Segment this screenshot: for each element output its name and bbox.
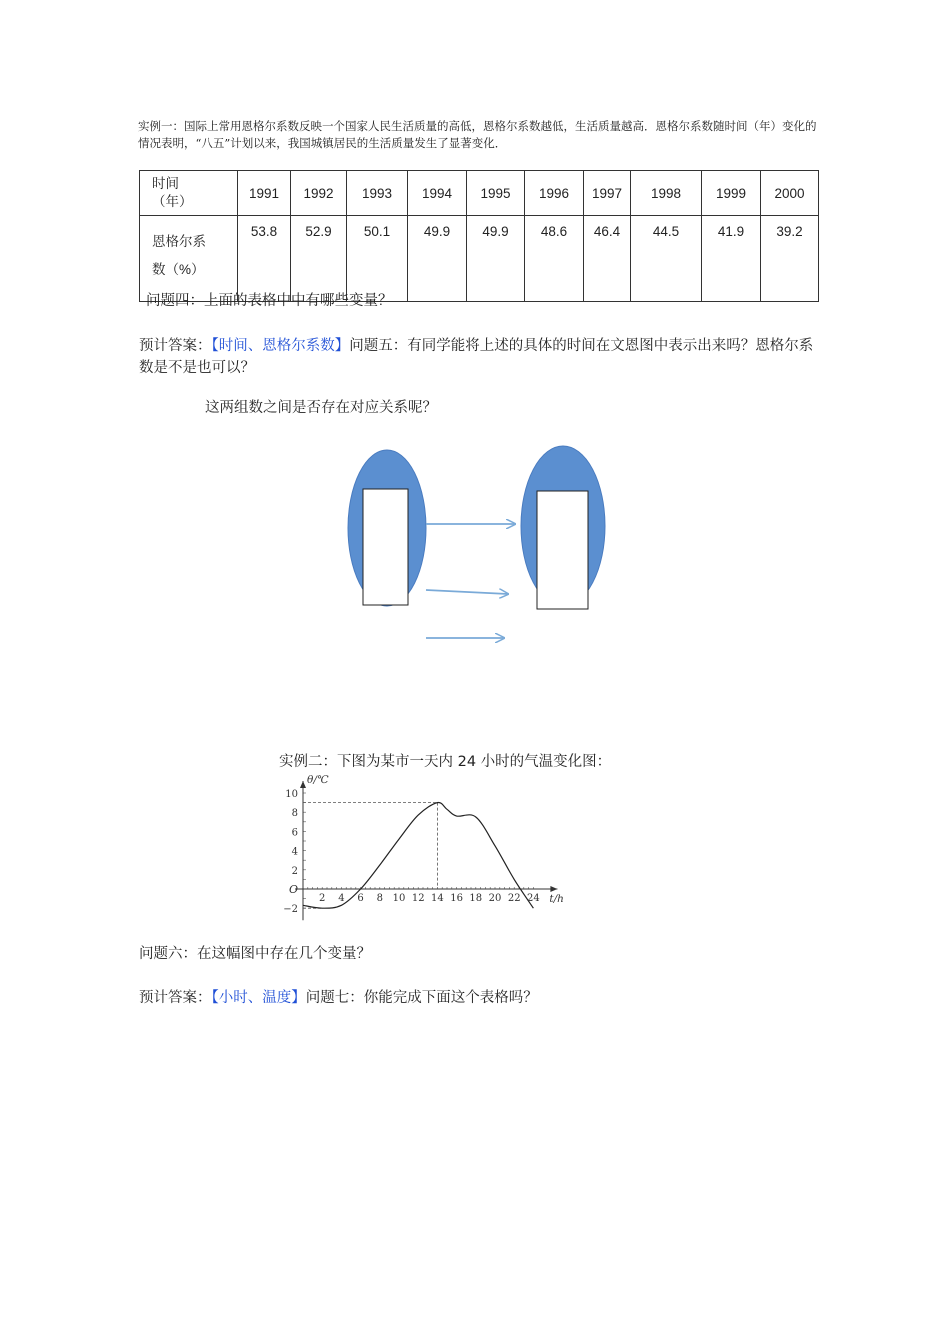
y-axis-arrow [300,781,306,788]
x-tick-label: 20 [488,893,502,904]
venn-arrow-2 [426,590,508,594]
question-six: 问题六：在这幅图中存在几个变量？ [139,946,371,962]
origin-label: O [288,883,298,896]
x-tick-label: 8 [376,893,383,904]
venn-diagram [340,440,620,655]
engel-table [139,170,819,302]
table-cell: 1992 [291,171,347,216]
relation-question: 这两组数之间是否存在对应关系呢？ [205,400,437,416]
y-axis-label: θ/℃ [307,774,329,786]
year-header-line1: 时间 [152,176,179,191]
question-seven: 问题七：你能完成下面这个表格吗？ [305,990,538,1006]
table-cell: 53.8 [238,216,291,302]
answer-two-paragraph [139,987,824,1009]
table-cell: 49.9 [408,216,467,302]
table-row-values [140,216,819,302]
question-four: 问题四：上面的表格中中有哪些变量？ [146,293,393,309]
table-cell: 50.1 [347,216,408,302]
table-cell: 39.2 [761,216,819,302]
table-cell: 1996 [525,171,584,216]
x-tick-label: 14 [431,893,444,904]
table-cell: 41.9 [702,216,761,302]
table-cell: 48.6 [525,216,584,302]
year-header-line2: （年） [152,194,193,209]
table-cell: 44.5 [631,216,702,302]
table-cell: 49.9 [467,216,525,302]
x-axis-arrow [550,886,557,892]
question-five: 问题五：有同学能将上述的具体的时间在文恩图中表示出来吗？恩格尔系数是不是也可以？ [139,338,814,376]
answer-prefix: 预计答案： [139,338,212,354]
table-cell: 2000 [761,171,819,216]
table-cell: 1993 [347,171,408,216]
y-tick-label: 4 [291,846,298,858]
table-cell: 1995 [467,171,525,216]
example-two-title: 实例二：下图为某市一天内 24 小时的气温变化图： [279,754,612,770]
engel-header-line2: 数（%） [152,262,205,277]
y-tick-label: 8 [291,808,298,820]
x-tick-label: 18 [469,893,483,904]
table-cell: 52.9 [291,216,347,302]
answer-highlight: 【时间、恩格尔系数】 [211,338,350,354]
y-tick-label: −2 [283,904,298,916]
x-tick-label: 22 [507,893,521,904]
x-tick-label: 10 [392,893,406,904]
engel-header-line1: 恩格尔系 [152,234,206,249]
x-tick-label: 4 [338,893,345,904]
table-row-years [140,171,819,216]
x-axis-label: t/h [549,893,564,905]
venn-box-right [537,491,588,609]
table-header-engel [140,216,238,302]
table-cell: 1997 [584,171,631,216]
temperature-chart [270,772,564,924]
table-cell: 1994 [408,171,467,216]
x-tick-label: 2 [319,893,326,904]
venn-box-left [363,489,408,605]
table-header-year [140,171,238,216]
y-tick-label: 2 [291,865,298,877]
x-tick-label: 24 [527,893,540,904]
y-tick-label: 10 [285,789,298,800]
table-cell: 1999 [702,171,761,216]
answer-one-paragraph [139,335,824,379]
answer-prefix: 预计答案： [139,990,212,1006]
table-cell: 1991 [238,171,291,216]
x-tick-label: 6 [357,893,364,904]
table-cell: 1998 [631,171,702,216]
example1-intro: 实例一：国际上常用恩格尔系数反映一个国家人民生活质量的高低，恩格尔系数越低，生活质量越高．恩格尔系数随时间（年）变化的情况表明，“八五”计划以来，我国城镇居民的生活质量发生了显著变化． [138,119,817,150]
x-tick-label: 12 [411,893,425,904]
y-tick-label: 6 [291,827,298,839]
x-tick-label: 16 [450,893,463,904]
answer-highlight: 【小时、温度】 [211,990,306,1006]
table-cell: 46.4 [584,216,631,302]
